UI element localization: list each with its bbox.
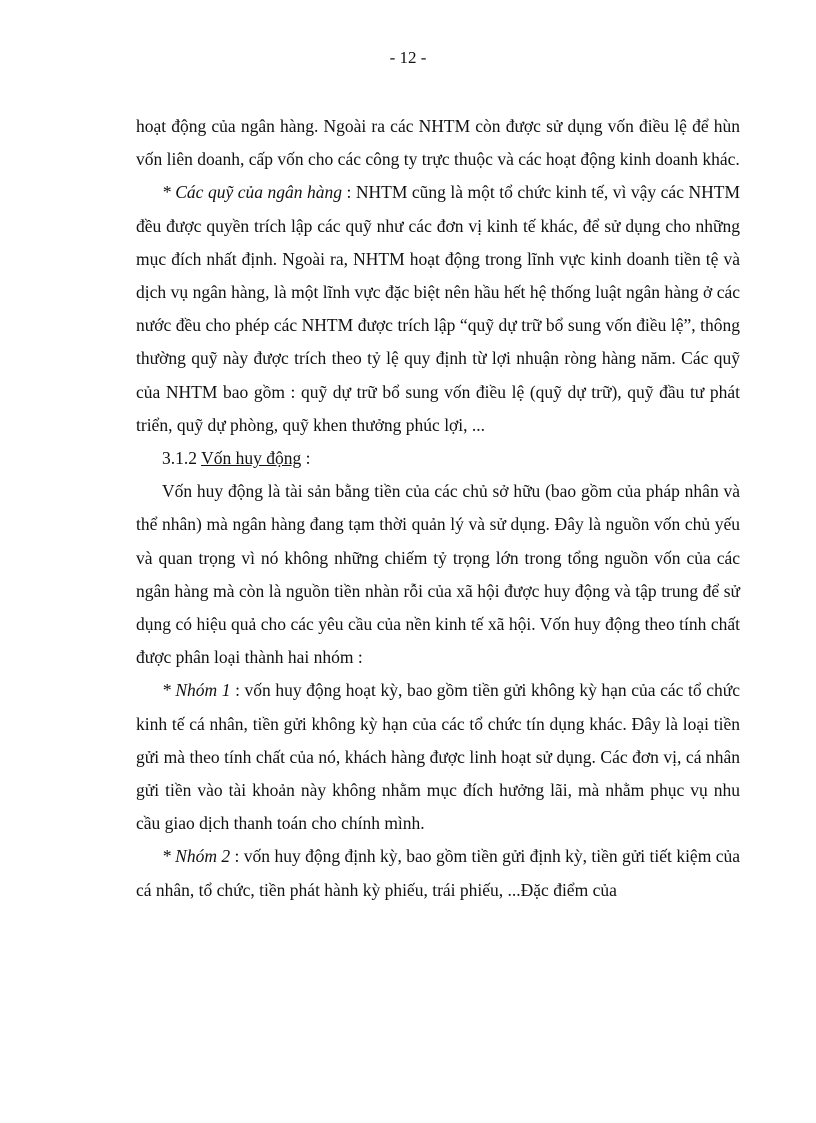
paragraph-4 — [136, 674, 740, 840]
section-suffix: : — [301, 448, 311, 469]
paragraph-5-text: : vốn huy động định kỳ, bao gồm tiền gửi định kỳ, tiền gửi tiết kiệm của cá nhân, tổ chức, tiền phát hành kỳ phiếu, trái phiếu, ...Đặc điểm của — [136, 846, 740, 900]
paragraph-5-heading: * Nhóm 2 — [162, 846, 231, 867]
paragraph-5 — [136, 840, 740, 906]
section-title: Vốn huy động — [201, 448, 302, 469]
paragraph-4-heading: * Nhóm 1 — [162, 680, 231, 701]
paragraph-2-heading: * Các quỹ của ngân hàng — [162, 182, 342, 203]
paragraph-2-text: : NHTM cũng là một tổ chức kinh tế, vì vậy các NHTM đều được quyền trích lập các quỹ như các đơn vị kinh tế khác, để sử dụng cho những mục đích nhất định. Ngoài ra, NHTM hoạt động trong lĩnh vực kinh doanh tiền tệ và dịch vụ ngân hàng, là một lĩnh vực đặc biệt nên hầu hết hệ thống luật ngân hàng ở các nước đều cho phép các NHTM được trích lập “quỹ dự trữ bổ sung vốn điều lệ”, thông thường quỹ này được trích theo tỷ lệ quy định từ lợi nhuận ròng hàng năm. Các quỹ của NHTM bao gồm : quỹ dự trữ bổ sung vốn điều lệ (quỹ dự trữ), quỹ đầu tư phát triển, quỹ dự phòng, quỹ khen thưởng phúc lợi, ... — [136, 182, 740, 435]
document-body — [136, 110, 740, 907]
paragraph-1: hoạt động của ngân hàng. Ngoài ra các NHTM còn được sử dụng vốn điều lệ để hùn vốn liên doanh, cấp vốn cho các công ty trực thuộc và các hoạt động kinh doanh khác. — [136, 116, 740, 170]
paragraph-2 — [136, 176, 740, 442]
section-heading — [136, 442, 740, 475]
paragraph-3: Vốn huy động là tài sản bằng tiền của các chủ sở hữu (bao gồm của pháp nhân và thể nhân) mà ngân hàng đang tạm thời quản lý và sử dụng. Đây là nguồn vốn chủ yếu và quan trọng vì nó không những chiếm tỷ trọng lớn trong tổng nguồn vốn của các ngân hàng mà còn là nguồn tiền nhàn rỗi của xã hội được huy động và tập trung để sử dụng có hiệu quả cho các yêu cầu của nền kinh tế xã hội. Vốn huy động theo tính chất được phân loại thành hai nhóm : — [136, 481, 740, 668]
page-number: - 12 - — [389, 48, 427, 67]
paragraph-4-text: : vốn huy động hoạt kỳ, bao gồm tiền gửi không kỳ hạn của các tổ chức kinh tế cá nhân, tiền gửi không kỳ hạn của các tổ chức tín dụng khác. Đây là loại tiền gửi mà theo tính chất của nó, khách hàng được linh hoạt sử dụng. Các đơn vị, cá nhân gửi tiền vào tài khoản này không nhằm mục đích hưởng lãi, mà nhằm phục vụ nhu cầu giao dịch thanh toán cho chính mình. — [136, 680, 740, 834]
section-number: 3.1.2 — [162, 448, 202, 469]
